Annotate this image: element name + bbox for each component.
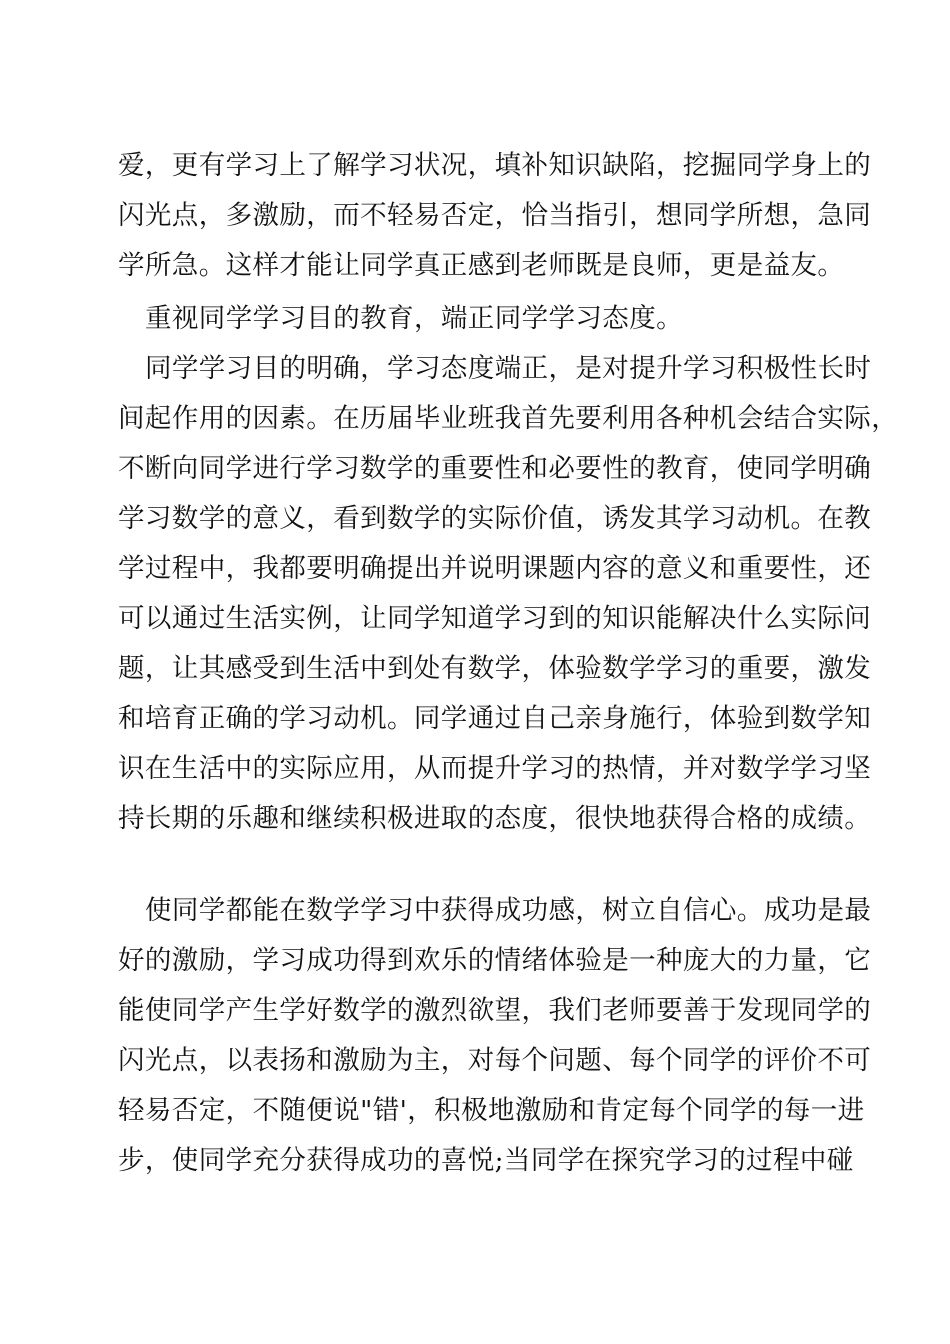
text-line-1: 爱，更有学习上了解学习状况，填补知识缺陷，挖掘同学身上的 xyxy=(118,150,872,181)
text-line-3: 学所急。这样才能让同学真正感到老师既是良师，更是益友。 xyxy=(118,250,845,281)
text-line-6: 间起作用的因素。在历届毕业班我首先要利用各种机会结合实际， xyxy=(118,403,899,434)
text-line-12: 和培育正确的学习动机。同学通过自己亲身施行，体验到数学知 xyxy=(118,703,872,734)
text-line-8: 学习数学的意义，看到数学的实际价值，诱发其学习动机。在教 xyxy=(118,503,872,534)
text-line-16: 好的激励，学习成功得到欢乐的情绪体验是一种庞大的力量，它 xyxy=(118,945,872,976)
text-line-14: 持长期的乐趣和继续积极进取的态度，很快地获得合格的成绩。 xyxy=(118,803,872,834)
text-line-15: 使同学都能在数学学习中获得成功感，树立自信心。成功是最 xyxy=(145,895,872,926)
text-line-5: 同学学习目的明确，学习态度端正，是对提升学习积极性长时 xyxy=(145,353,872,384)
text-line-11: 题，让其感受到生活中到处有数学，体验数学学习的重要，激发 xyxy=(118,653,872,684)
text-line-18: 闪光点，以表扬和激励为主，对每个问题、每个同学的评价不可 xyxy=(118,1045,872,1076)
text-line-19: 轻易否定，不随便说"错'，积极地激励和肯定每个同学的每一进 xyxy=(118,1095,865,1126)
text-line-20: 步，使同学充分获得成功的喜悦;当同学在探究学习的过程中碰 xyxy=(118,1145,854,1176)
text-line-7: 不断向同学进行学习数学的重要性和必要性的教育，使同学明确 xyxy=(118,453,872,484)
text-line-13: 识在生活中的实际应用，从而提升学习的热情，并对数学学习坚 xyxy=(118,753,872,784)
text-line-10: 可以通过生活实例，让同学知道学习到的知识能解决什么实际问 xyxy=(118,603,872,634)
text-line-4: 重视同学学习目的教育，端正同学学习态度。 xyxy=(145,303,683,334)
text-line-17: 能使同学产生学好数学的激烈欲望，我们老师要善于发现同学的 xyxy=(118,995,872,1026)
text-line-9: 学过程中，我都要明确提出并说明课题内容的意义和重要性，还 xyxy=(118,553,872,584)
text-line-2: 闪光点，多激励，而不轻易否定，恰当指引，想同学所想，急同 xyxy=(118,200,872,231)
